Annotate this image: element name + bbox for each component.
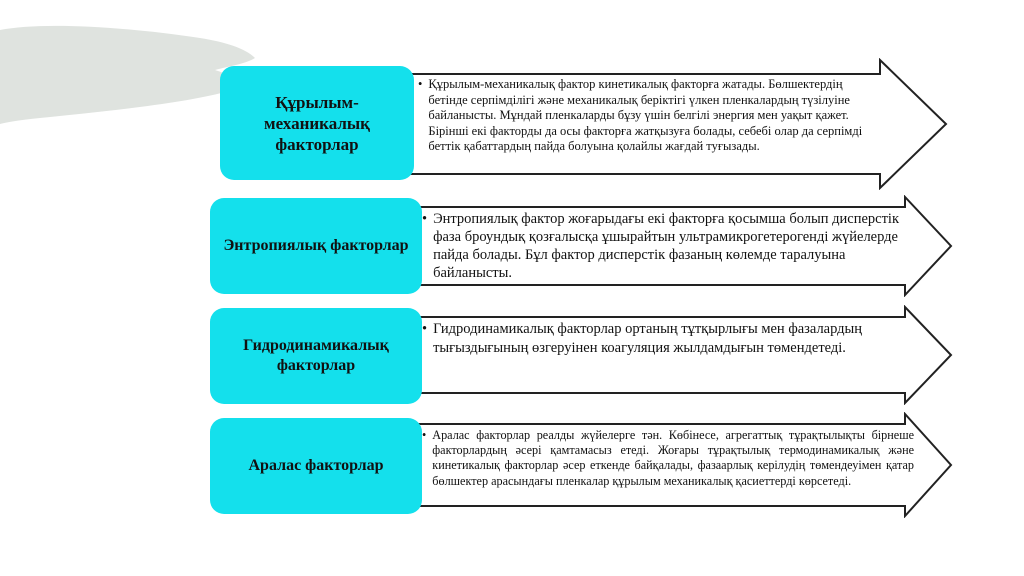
description-entropic: • Энтропиялық фактор жоғарыдағы екі факторға қосымша болып дисперстік фаза броундық қозғалысқа ұшырайтын ультрамикрогетерогенді жүйелерде пайда болады. Бұл фактор дисперстік фазаның көлемде таралуына байланысты.	[422, 211, 899, 281]
label-box-structural-mechanical	[220, 66, 414, 180]
description-hydrodynamic: • Гидродинамикалық факторлар ортаның тұтқырлығы мен фазалардың тығыздығының өзгеруінен коагуляция жылдамдығын төмендетеді.	[422, 321, 863, 356]
description-structural-mechanical: • Құрылым-механикалық фактор кинетикалық факторға жатады. Бөлшектердің бетінде серпімділігі және механикалық беріктігі үлкен пленкалардың түзілуіне байланысты. Мұндай пленкаларды бұзу үшін белгілі энергия мен уақыт қажет. Бірінші екі факторды да осы факторға жатқызуға болады, себебі олар да серпімді беттік қабаттардың пайда болуына қолайлы жағдай туғызады.	[418, 77, 863, 154]
bullet-icon: •	[422, 428, 427, 442]
label-mixed: Аралас факторлар	[248, 457, 384, 474]
description-mixed: • Аралас факторлар реалды жүйелерге тән. Көбінесе, агрегаттық тұрақтылықты бірнеше факторлардың әсері қамтамасыз етеді. Жоғары тұрақтылық термодинамикалық және кинетикалық факторлар әсер еткенде байқалады, фазаарлық керілудің төмендеуімен қатар бөлшектер арасындағы пленкалар құрылым механикалық қасиеттерді көрсетеді.	[422, 428, 914, 488]
label-structural-mechanical: Құрылым-механикалық факторлар	[264, 92, 370, 154]
bullet-icon: •	[418, 77, 423, 91]
label-box-mixed	[210, 418, 422, 514]
label-entropic: Энтропиялық факторлар	[223, 237, 409, 254]
label-hydrodynamic: Гидродинамикалық факторлар	[243, 337, 389, 374]
label-box-entropic	[210, 198, 422, 294]
bullet-icon: •	[422, 321, 428, 337]
label-box-hydrodynamic	[210, 308, 422, 404]
bullet-icon: •	[422, 211, 428, 227]
